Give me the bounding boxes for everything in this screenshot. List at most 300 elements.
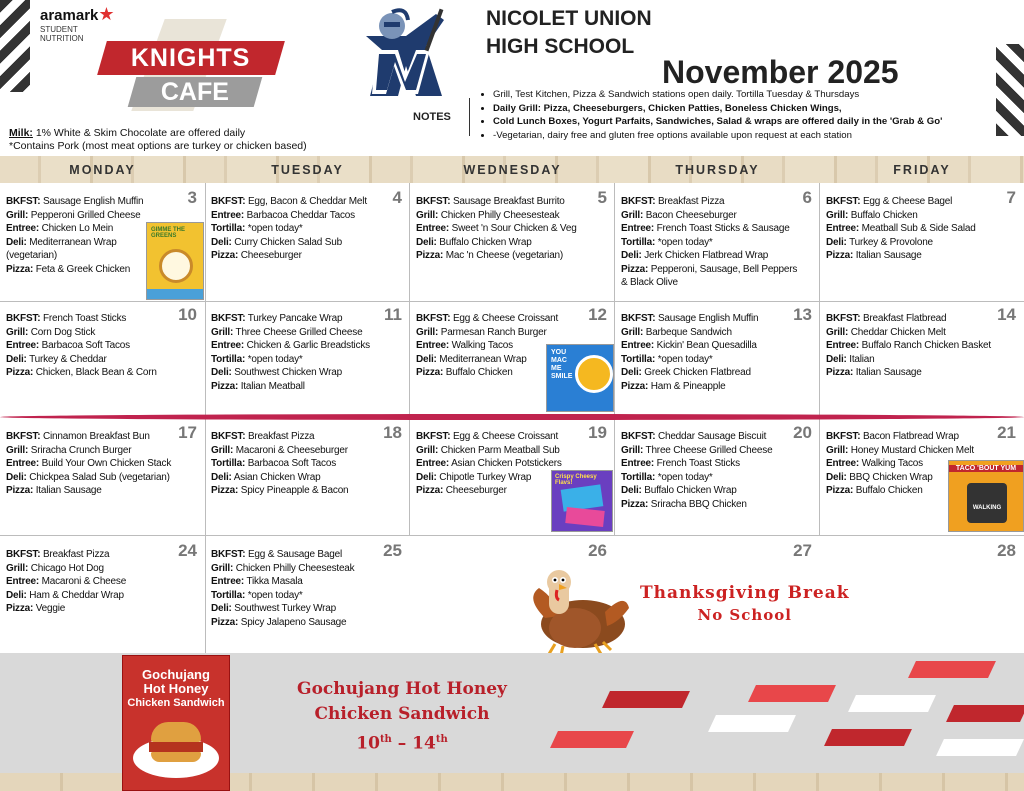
- station-label: Tortilla:: [621, 471, 656, 483]
- taco-caption: TACO 'BOUT YUM: [949, 465, 1023, 472]
- menu-line: [416, 326, 611, 340]
- menu-item: Sriracha Crunch Burger: [28, 444, 132, 456]
- menu-item: Egg & Cheese Bagel: [860, 196, 953, 207]
- menu-line: [6, 575, 201, 589]
- menu-item: Sausage English Muffin: [655, 313, 759, 324]
- station-label: BKFST:: [621, 313, 656, 324]
- menu-item: Egg & Sausage Bagel: [245, 549, 342, 560]
- day-cell: [205, 300, 410, 415]
- greens-caption: GIMME THE GREENS: [151, 227, 185, 239]
- menu-item: Pepperoni Grilled Cheese: [28, 209, 141, 221]
- day-number: 12: [588, 305, 607, 324]
- menu-line: [826, 444, 1020, 458]
- station-label: Entree:: [826, 223, 860, 234]
- menu-item: Three Cheese Grilled Cheese: [643, 444, 773, 456]
- taco-bag: [967, 483, 1007, 523]
- menu-line: [826, 312, 1020, 326]
- menu-line: [416, 249, 611, 263]
- school-line2: HIGH SCHOOL: [486, 35, 635, 58]
- station-label: Grill:: [621, 326, 644, 338]
- menu-line: [621, 263, 816, 277]
- menu-item: Breakfast Flatbread: [860, 313, 947, 324]
- menu-item: Build Your Own Chicken Stack: [39, 458, 172, 469]
- menu-line: [6, 562, 201, 576]
- menu-line: [826, 339, 1020, 353]
- menu-line: [6, 602, 201, 616]
- menu-item: Chickpea Salad Sub (vegetarian): [26, 471, 170, 483]
- note-item: • Daily Grill: Pizza, Cheeseburgers, Chicken Patties, Boneless Chicken Wings,: [493, 102, 1013, 116]
- mac-caption: YOU MAC ME SMILE: [551, 349, 573, 380]
- menu-item: Barbacoa Soft Tacos: [39, 340, 130, 351]
- cafe-banner: [128, 77, 263, 107]
- day-number: 21: [997, 423, 1016, 442]
- cheesy-caption: Crispy Cheesy Flavs!: [555, 474, 597, 486]
- menu-item: Chicken, Black Bean & Corn: [33, 367, 157, 378]
- station-label: Pizza:: [621, 498, 649, 510]
- station-label: BKFST:: [6, 549, 41, 560]
- station-label: Grill:: [211, 326, 234, 338]
- menu-item: Buffalo Chicken Wrap: [436, 236, 532, 248]
- note-item: • -Vegetarian, dairy free and gluten free options available upon request at each station: [493, 129, 1013, 143]
- menu-item: Greek Chicken Flatbread: [641, 367, 751, 378]
- menu-item: *open today*: [655, 471, 713, 483]
- menu-line: [621, 339, 816, 353]
- station-label: Pizza:: [621, 263, 649, 275]
- menu-item: Breakfast Pizza: [40, 549, 110, 560]
- day-number: 28: [997, 541, 1016, 560]
- school-line1: NICOLET UNION: [486, 7, 652, 30]
- station-label: Deli:: [826, 471, 847, 483]
- menu-item: BBQ Chicken Wrap: [846, 471, 933, 483]
- deco-dash: [946, 705, 1024, 722]
- day-cell: [0, 536, 205, 653]
- promo-date-end-suffix: th: [435, 734, 448, 745]
- thanksgiving-title: Thanksgiving Break: [640, 583, 850, 603]
- menu-line: [211, 249, 406, 263]
- thanksgiving-notice: [640, 582, 850, 626]
- menu-item: Cheeseburger: [443, 485, 507, 496]
- school-name: [486, 5, 652, 61]
- menu-line: [621, 222, 816, 236]
- menu-line: [621, 326, 816, 340]
- knights-banner: [97, 41, 285, 75]
- menu-item: Jerk Chicken Flatbread Wrap: [641, 250, 769, 261]
- day-cell: [0, 418, 205, 536]
- station-label: BKFST:: [621, 431, 656, 442]
- day-cell: [205, 183, 410, 300]
- day-cell: [820, 536, 1024, 653]
- menu-line: [826, 236, 1020, 250]
- turkey-icon: [515, 568, 635, 656]
- station-label: Grill:: [416, 444, 439, 456]
- taco-sub: WALKING: [972, 505, 1002, 511]
- pork-note: *Contains Pork (most meat options are turkey or chicken based): [9, 140, 307, 152]
- menu-item: Buffalo Chicken Wrap: [641, 485, 737, 496]
- menu-item: Tikka Masala: [244, 576, 303, 587]
- station-label: BKFST:: [826, 196, 861, 207]
- menu-item: Buffalo Chicken: [853, 485, 923, 496]
- chicken-patty: [149, 742, 203, 752]
- day-cell: [615, 418, 820, 536]
- station-label: Pizza:: [826, 367, 854, 378]
- station-label: Deli:: [211, 236, 232, 248]
- menu-line: [6, 326, 201, 340]
- menu-item: Mac 'n Cheese (vegetarian): [443, 250, 564, 261]
- menu-item: Buffalo Ranch Chicken Basket: [859, 340, 991, 351]
- station-label: Deli:: [211, 367, 232, 378]
- menu-line: [6, 484, 201, 498]
- menu-item: Spicy Jalapeno Sausage: [238, 616, 347, 628]
- menu-line: [621, 484, 816, 498]
- station-label: Entree:: [211, 576, 245, 587]
- station-label: BKFST:: [211, 431, 246, 442]
- menu-line: [6, 339, 201, 353]
- menu-item: Cheddar Chicken Melt: [848, 326, 946, 338]
- menu-item: Veggie: [33, 603, 66, 614]
- menu-item: Egg & Cheese Croissant: [450, 431, 559, 442]
- promo-line1: Gochujang Hot Honey: [297, 679, 507, 699]
- day-tuesday: TUESDAY: [271, 162, 344, 177]
- menu-item: Macaroni & Cheese: [39, 576, 127, 587]
- menu-line: [211, 326, 406, 340]
- menu-item: Italian Sausage: [33, 485, 102, 496]
- greens-footer: [147, 289, 204, 299]
- cafe-text: CAFE: [160, 77, 230, 106]
- no-school-text: No School: [697, 606, 793, 624]
- menu-item: Mediterranean Wrap: [436, 353, 527, 365]
- day-number: 7: [1006, 188, 1016, 207]
- day-number: 20: [793, 423, 812, 442]
- day-cell: [820, 183, 1024, 300]
- station-label: Tortilla:: [621, 353, 656, 365]
- menu-item: Chicken Lo Mein: [39, 223, 114, 234]
- milk-text: 1% White & Skim Chocolate are offered daily: [32, 127, 246, 139]
- menu-line: [416, 209, 611, 223]
- menu-line: [211, 195, 406, 209]
- menu-line: [621, 353, 816, 367]
- day-number: 6: [802, 188, 812, 207]
- station-label: Pizza:: [416, 367, 444, 378]
- menu-item: *open today*: [655, 353, 713, 365]
- station-label: Pizza:: [211, 250, 239, 261]
- menu-line: [621, 195, 816, 209]
- station-label: BKFST:: [6, 313, 41, 324]
- promo-line2: Chicken Sandwich: [314, 704, 490, 724]
- deco-dash: [550, 731, 634, 748]
- station-label: Entree:: [6, 458, 40, 469]
- station-label: Tortilla:: [211, 353, 246, 365]
- promo-img-line3: Chicken Sandwich: [127, 697, 225, 709]
- menu-line: [621, 366, 816, 380]
- knights-text: KNIGHTS: [131, 43, 251, 72]
- menu-item: Asian Chicken Potstickers: [449, 458, 562, 469]
- day-cell: [205, 418, 410, 536]
- menu-item: Barbeque Sandwich: [643, 326, 732, 338]
- menu-line: [826, 195, 1020, 209]
- menu-line: [6, 209, 201, 223]
- menu-line: [416, 222, 611, 236]
- day-number: 13: [793, 305, 812, 324]
- station-label: Entree:: [211, 209, 245, 221]
- promo-date-start: 10: [356, 733, 380, 754]
- day-number: 19: [588, 423, 607, 442]
- station-label: Pizza:: [211, 380, 239, 392]
- bun-bottom: [151, 752, 201, 762]
- station-label: Tortilla:: [211, 589, 246, 601]
- menu-line: [826, 353, 1020, 367]
- station-label: Grill:: [416, 209, 439, 221]
- mac-cheese-image: [546, 344, 614, 412]
- station-label: Entree:: [211, 340, 245, 351]
- station-label: BKFST:: [826, 431, 861, 442]
- aramark-wordmark: aramark: [40, 7, 99, 24]
- station-label: Entree:: [6, 576, 40, 587]
- promo-img-title: [123, 668, 229, 710]
- menu-line: [621, 209, 816, 223]
- menu-item: Breakfast Pizza: [245, 431, 315, 442]
- menu-item: Turkey & Provolone: [846, 236, 933, 248]
- menu-item: Macaroni & Cheeseburger: [233, 444, 348, 456]
- menu-item: Feta & Greek Chicken: [33, 263, 131, 275]
- menu-item: Sausage Breakfast Burrito: [450, 196, 565, 207]
- menu-item: Mediterranean Wrap: [26, 236, 117, 248]
- station-label: Deli:: [6, 236, 27, 248]
- station-label: Pizza:: [6, 367, 34, 378]
- menu-line: [621, 380, 816, 394]
- menu-item: Chipotle Turkey Wrap: [436, 471, 532, 483]
- bun-top: [151, 722, 201, 742]
- menu-line: [211, 339, 406, 353]
- aramark-sub1: STUDENT: [40, 25, 78, 34]
- menu-item: Cinnamon Breakfast Bun: [40, 431, 150, 442]
- menu-line: [6, 548, 201, 562]
- menu-line: [621, 471, 816, 485]
- station-label: Grill:: [826, 209, 849, 221]
- menu-line: [621, 236, 816, 250]
- deco-dash: [848, 695, 936, 712]
- menu-line: [826, 249, 1020, 263]
- day-number: 10: [178, 305, 197, 324]
- station-label: Grill:: [6, 209, 29, 221]
- day-number: 24: [178, 541, 197, 560]
- station-label: Deli:: [6, 471, 27, 483]
- menu-line: [826, 430, 1020, 444]
- notes-label: NOTES: [413, 111, 451, 123]
- station-label: Grill:: [416, 326, 439, 338]
- menu-item: Italian: [846, 353, 875, 365]
- menu-item: Bacon Flatbread Wrap: [860, 431, 959, 442]
- station-label: Deli:: [621, 485, 642, 496]
- menu-item: French Toast Sticks & Sausage: [654, 223, 790, 234]
- station-label: BKFST:: [621, 196, 656, 207]
- station-label: Entree:: [621, 340, 655, 351]
- menu-line: [211, 380, 406, 394]
- cheesy-snack-image: [551, 470, 613, 532]
- promo-date-dash: –: [391, 733, 413, 754]
- menu-item: Kickin' Bean Quesadilla: [654, 340, 757, 351]
- menu-item: Sriracha BBQ Chicken: [648, 498, 747, 510]
- deco-dash: [824, 729, 912, 746]
- menu-line: [211, 616, 406, 630]
- station-label: BKFST:: [6, 196, 41, 207]
- menu-item: *open today*: [245, 223, 303, 234]
- bowl-shape: [159, 249, 193, 283]
- menu-line: [826, 366, 1020, 380]
- menu-line: [211, 209, 406, 223]
- menu-item: Cheeseburger: [238, 250, 302, 261]
- menu-item: Parmesan Ranch Burger: [438, 326, 547, 338]
- menu-item: *open today*: [245, 353, 303, 365]
- menu-item: Buffalo Chicken: [443, 367, 513, 378]
- promo-text: [262, 677, 542, 757]
- station-label: BKFST:: [416, 196, 451, 207]
- station-label: Pizza:: [6, 485, 34, 496]
- station-label: Entree:: [6, 340, 40, 351]
- menu-item: Italian Sausage: [853, 250, 922, 261]
- snack-bag: [565, 507, 604, 527]
- menu-line: [6, 366, 201, 380]
- milk-label: Milk:: [9, 127, 33, 139]
- day-number: 26: [588, 541, 607, 560]
- menu-item: Honey Mustard Chicken Melt: [848, 444, 974, 456]
- day-number: 5: [597, 188, 607, 207]
- menu-item: Corn Dog Stick: [28, 326, 96, 338]
- station-label: BKFST:: [6, 431, 41, 442]
- day-number: 25: [383, 541, 402, 560]
- day-cell: [615, 300, 820, 415]
- day-number: 18: [383, 423, 402, 442]
- menu-item: French Toast Sticks: [654, 458, 740, 469]
- menu-line: [6, 195, 201, 209]
- menu-line: [621, 276, 816, 290]
- menu-item: Southwest Turkey Wrap: [231, 603, 337, 614]
- deco-dash: [908, 661, 996, 678]
- deco-dash: [748, 685, 836, 702]
- menu-item: Pepperoni, Sausage, Bell Peppers: [648, 263, 798, 275]
- deco-dash: [708, 715, 796, 732]
- station-label: Pizza:: [621, 380, 649, 392]
- menu-line: [621, 312, 816, 326]
- menu-item: Italian Sausage: [853, 367, 922, 378]
- menu-item: (vegetarian): [6, 250, 57, 261]
- menu-line: [211, 602, 406, 616]
- menu-line: [211, 575, 406, 589]
- station-label: Pizza:: [211, 485, 239, 496]
- station-label: BKFST:: [211, 313, 246, 324]
- menu-item: Curry Chicken Salad Sub: [231, 236, 342, 248]
- note-item: • Cold Lunch Boxes, Yogurt Parfaits, Sandwiches, Salad & wraps are offered daily in the 'Grab & Go': [493, 115, 1013, 129]
- day-cell: [205, 536, 410, 653]
- day-number: 11: [384, 305, 402, 324]
- station-label: Entree:: [826, 340, 860, 351]
- menu-line: [211, 444, 406, 458]
- station-label: BKFST:: [211, 196, 246, 207]
- menu-line: [211, 366, 406, 380]
- corner-stripes-left: [0, 0, 30, 92]
- promo-date-start-suffix: th: [379, 734, 392, 745]
- station-label: Pizza:: [6, 603, 34, 614]
- aramark-sub2: NUTRITION: [40, 34, 84, 43]
- menu-item: Cheddar Sausage Biscuit: [655, 431, 767, 442]
- menu-line: [211, 562, 406, 576]
- station-label: Tortilla:: [211, 223, 246, 234]
- menu-item: Southwest Chicken Wrap: [231, 367, 342, 378]
- station-label: Entree:: [621, 458, 655, 469]
- station-label: Deli:: [621, 250, 642, 261]
- station-label: BKFST:: [416, 313, 451, 324]
- menu-line: [211, 457, 406, 471]
- deco-dash: [602, 691, 690, 708]
- menu-item: Bacon Cheeseburger: [643, 209, 737, 221]
- station-label: Grill:: [621, 209, 644, 221]
- station-label: Entree:: [826, 458, 860, 469]
- promo-img-line2: Hot Honey: [143, 681, 209, 696]
- menu-item: Ham & Pineapple: [648, 380, 726, 392]
- mac-bowl: [575, 355, 613, 393]
- station-label: Grill:: [6, 562, 29, 574]
- menu-item: Ham & Cheddar Wrap: [26, 589, 124, 601]
- menu-line: [211, 353, 406, 367]
- menu-line: [416, 195, 611, 209]
- station-label: Grill:: [826, 444, 849, 456]
- station-label: Grill:: [211, 562, 234, 574]
- menu-line: [621, 430, 816, 444]
- station-label: Deli:: [6, 589, 27, 601]
- station-label: Entree:: [416, 223, 450, 234]
- station-label: BKFST:: [416, 431, 451, 442]
- menu-item: Sausage English Muffin: [40, 196, 144, 207]
- day-wednesday: WEDNESDAY: [463, 162, 562, 177]
- menu-line: [211, 312, 406, 326]
- day-number: 27: [793, 541, 812, 560]
- menu-line: [211, 471, 406, 485]
- menu-line: [6, 589, 201, 603]
- day-cell: [0, 300, 205, 415]
- station-label: Entree:: [621, 223, 655, 234]
- day-thursday: THURSDAY: [675, 162, 760, 177]
- walking-taco-image: [948, 460, 1024, 532]
- day-cell: [410, 183, 615, 300]
- station-label: Entree:: [416, 340, 450, 351]
- menu-item: Meatball Sub & Side Salad: [859, 223, 976, 234]
- greens-bowl-image: [146, 222, 204, 300]
- aramark-star-icon: ★: [98, 4, 115, 24]
- station-label: Tortilla:: [211, 458, 246, 469]
- station-label: Pizza:: [826, 250, 854, 261]
- day-monday: MONDAY: [69, 162, 136, 177]
- menu-line: [826, 209, 1020, 223]
- menu-line: [416, 236, 611, 250]
- day-number: 3: [187, 188, 197, 207]
- menu-line: [211, 222, 406, 236]
- menu-line: [6, 444, 201, 458]
- menu-item: Three Cheese Grilled Cheese: [233, 326, 363, 338]
- menu-item: Asian Chicken Wrap: [231, 471, 321, 483]
- station-label: Entree:: [6, 223, 40, 234]
- day-cell: [820, 300, 1024, 415]
- station-label: Grill:: [826, 326, 849, 338]
- menu-line: [826, 222, 1020, 236]
- station-label: Deli:: [416, 353, 437, 365]
- menu-item: Barbacoa Soft Tacos: [245, 458, 336, 469]
- menu-item: Chicken Parm Meatball Sub: [438, 444, 560, 456]
- menu-item: Chicken Philly Cheesesteak: [438, 209, 560, 221]
- menu-item: Sweet 'n Sour Chicken & Veg: [449, 223, 577, 234]
- note-item: • Grill, Test Kitchen, Pizza & Sandwich stations open daily. Tortilla Tuesday & Thursdays: [493, 88, 1013, 102]
- station-label: Grill:: [621, 444, 644, 456]
- day-number: 17: [178, 423, 197, 442]
- menu-line: [6, 430, 201, 444]
